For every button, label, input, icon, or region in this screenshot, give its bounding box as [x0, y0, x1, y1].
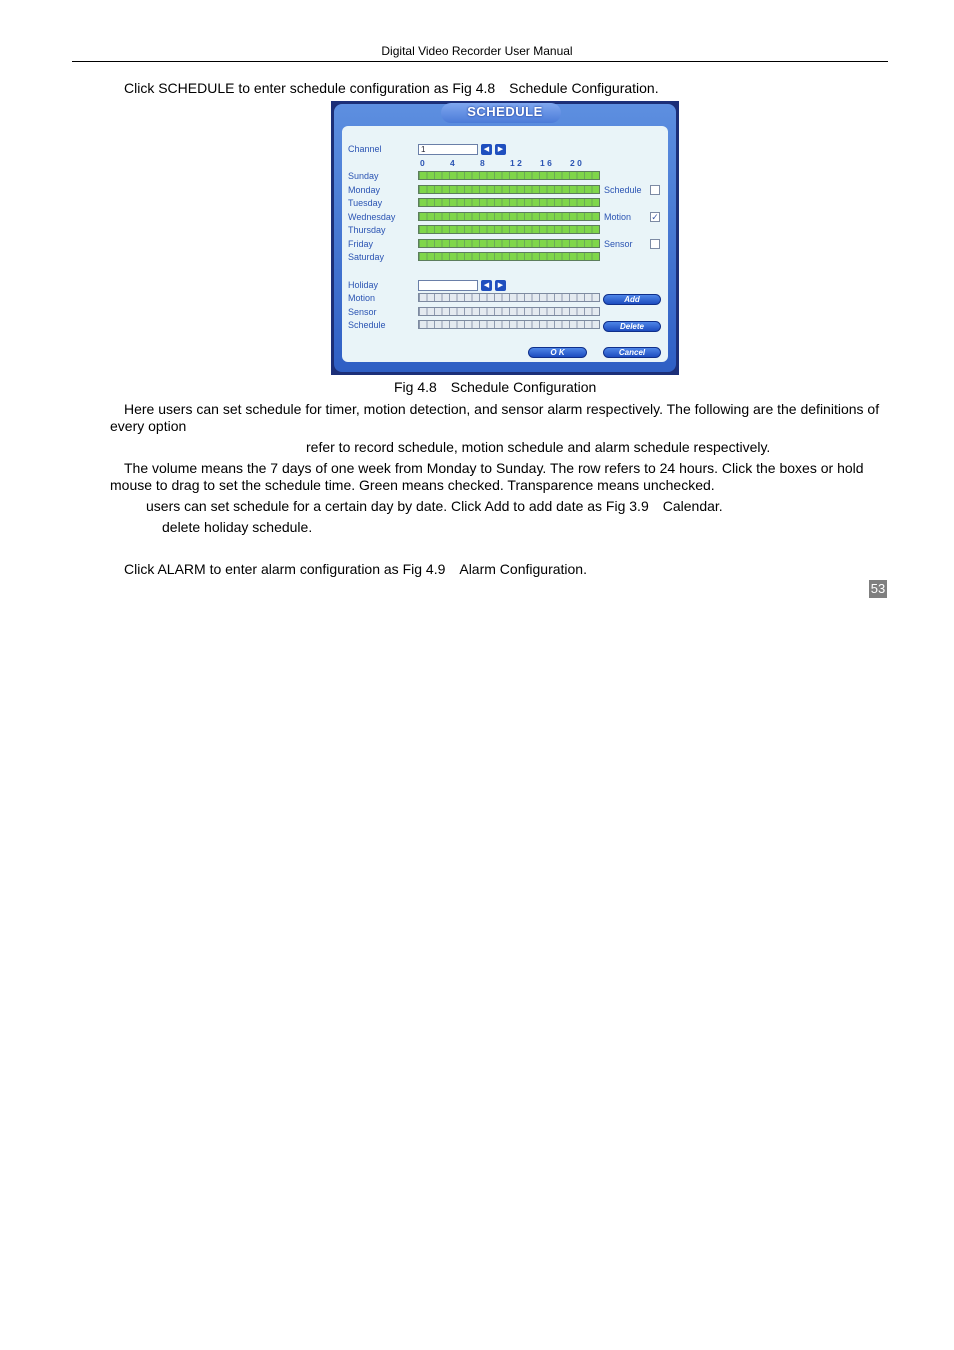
paragraph-schedule-types: refer to record schedule, motion schedule and alarm schedule respectively.	[306, 439, 771, 455]
ok-button[interactable]: O K	[528, 347, 587, 358]
holiday-schedule-grid[interactable]	[418, 293, 600, 302]
channel-input[interactable]: 1	[418, 144, 478, 155]
channel-label: Channel	[348, 144, 382, 154]
holiday-next-button[interactable]: ▶	[495, 280, 506, 291]
day-schedule-grid[interactable]	[418, 212, 600, 221]
schedule-checkbox[interactable]	[650, 185, 660, 195]
day-schedule-grid[interactable]	[418, 225, 600, 234]
paragraph-alarm: Click ALARM to enter alarm configuration as Fig 4.9 Alarm Configuration.	[124, 561, 587, 577]
option-label-motion: Motion	[604, 212, 632, 222]
paragraph-delete: delete holiday schedule.	[162, 519, 313, 535]
hour-tick: 0	[420, 158, 425, 168]
hour-tick: 1 6	[540, 158, 552, 168]
motion-checkbox[interactable]: ✓	[651, 212, 659, 222]
holiday-row-label: Sensor	[348, 307, 377, 317]
schedule-panel	[342, 126, 668, 362]
day-label: Thursday	[348, 225, 386, 235]
paragraph-holiday: users can set schedule for a certain day by date. Click Add to add date as Fig 3.9 Calendar.	[146, 498, 723, 514]
holiday-row-label: Motion	[348, 293, 376, 303]
day-label: Tuesday	[348, 198, 383, 208]
holiday-schedule-grid[interactable]	[418, 307, 600, 316]
day-schedule-grid[interactable]	[418, 185, 600, 194]
schedule-screenshot	[331, 101, 679, 375]
hour-tick: 8	[480, 158, 485, 168]
holiday-date-input[interactable]	[418, 280, 478, 291]
paragraph-week-grid: The volume means the 7 days of one week from Monday to Sunday. The row refers to 24 hours. Click the boxes or hold mouse to drag to set the schedule time. Green means checked. Transparence means unchecked.	[110, 460, 864, 493]
hour-tick: 1 2	[510, 158, 522, 168]
channel-prev-button[interactable]: ◀	[481, 144, 492, 155]
hour-tick: 4	[450, 158, 455, 168]
day-schedule-grid[interactable]	[418, 198, 600, 207]
cancel-button[interactable]: Cancel	[603, 347, 661, 358]
day-schedule-grid[interactable]	[418, 171, 600, 180]
page-number: 53	[870, 581, 886, 596]
holiday-prev-button[interactable]: ◀	[481, 280, 492, 291]
holiday-schedule-grid[interactable]	[418, 320, 600, 329]
delete-button[interactable]: Delete	[603, 321, 661, 332]
running-header: Digital Video Recorder User Manual	[381, 44, 573, 58]
day-label: Sunday	[348, 171, 379, 181]
intro-line: Click SCHEDULE to enter schedule configuration as Fig 4.8 Schedule Configuration.	[124, 80, 659, 96]
figure-caption: Fig 4.8 Schedule Configuration	[394, 379, 597, 395]
day-label: Wednesday	[348, 212, 396, 222]
holiday-label: Holiday	[348, 280, 379, 290]
paragraph-definitions: Here users can set schedule for timer, motion detection, and sensor alarm respectively. The following are the definitions of every option	[110, 401, 880, 434]
holiday-row-label: Schedule	[348, 320, 386, 330]
day-label: Monday	[348, 185, 381, 195]
day-label: Friday	[348, 239, 374, 249]
hour-tick: 2 0	[570, 158, 582, 168]
day-schedule-grid[interactable]	[418, 252, 600, 261]
sensor-checkbox[interactable]	[650, 239, 660, 249]
option-label-schedule: Schedule	[604, 185, 642, 195]
option-label-sensor: Sensor	[604, 239, 633, 249]
header-rule	[72, 61, 888, 62]
day-label: Saturday	[348, 252, 385, 262]
day-schedule-grid[interactable]	[418, 239, 600, 248]
add-button[interactable]: Add	[603, 294, 661, 305]
channel-next-button[interactable]: ▶	[495, 144, 506, 155]
window-title: SCHEDULE	[467, 104, 543, 119]
